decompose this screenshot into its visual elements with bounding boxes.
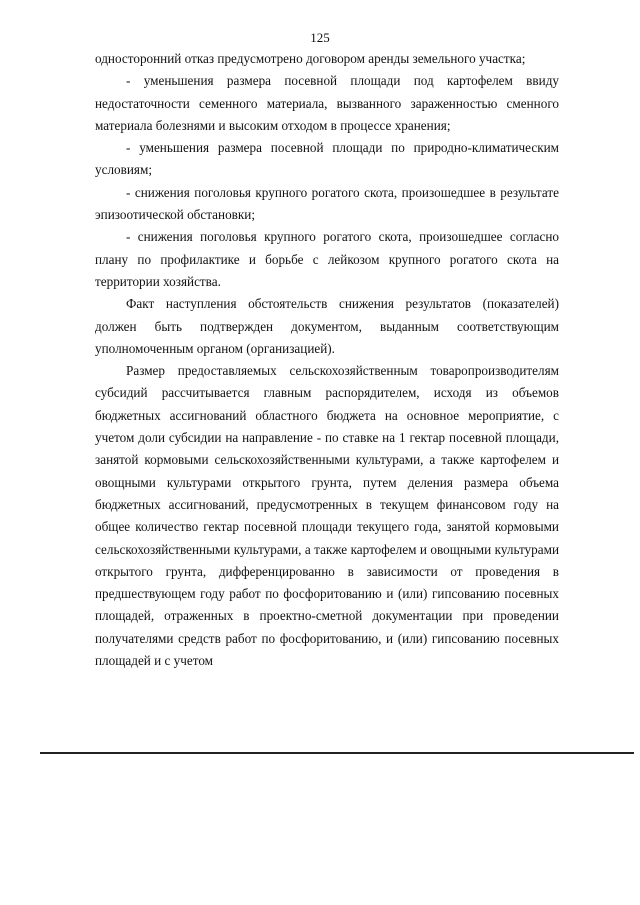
paragraph-confirmation: Факт наступления обстоятельств снижения результатов (показателей) должен быть подтвержден документом, выданным соответствующим уполномоченным органом (организацией). — [95, 296, 559, 356]
page-number: 125 — [310, 30, 330, 45]
paragraph-subsidy-calculation: Размер предоставляемых сельскохозяйственным товаропроизводителям субсидий рассчитывается главным распорядителем, исходя из объемов бюджетных ассигнований областного бюджета на основное мероприятие, с учетом доли субсидии на направление - по ставке на 1 гектар посевной площади, занятой кормовыми сельскохозяйственными культурами, а также картофелем и овощными культурами открытого грунта, путем деления размера объема бюджетных ассигнований, предусмотренных в текущем финансовом году на общее количество гектар посевной площади текущего года, занятой кормовыми сельскохозяйственными культурами, а также картофелем и овощными культурами открытого грунта, дифференцированно в зависимости от проведения в предшествующем году работ по фосфоритованию и (или) гипсованию посевных площадей, отраженных в проектно-сметной документации при проведении получателями средств работ по фосфоритованию, и (или) гипсованию посевных площадей и с учетом — [95, 363, 559, 669]
list-item-potato-area: - уменьшения размера посевной площади под картофелем ввиду недостаточности семенного материала, вызванного зараженностью сменного материала болезнями и высоким отходом в процессе хранения; — [95, 73, 559, 133]
list-item-epizootic: - снижения поголовья крупного рогатого скота, произошедшее в результате эпизоотической обстановки; — [95, 184, 559, 223]
footer-divider — [40, 752, 634, 754]
document-body — [95, 48, 559, 672]
list-item-leukosis: - снижения поголовья крупного рогатого скота, произошедшее согласно плану по профилактике и борьбе с лейкозом крупного рогатого скота на территории хозяйства. — [95, 229, 559, 289]
paragraph-continuation: односторонний отказ предусмотрено договором аренды земельного участка; — [95, 51, 526, 66]
list-item-climate: - уменьшения размера посевной площади по природно-климатическим условиям; — [95, 140, 559, 178]
